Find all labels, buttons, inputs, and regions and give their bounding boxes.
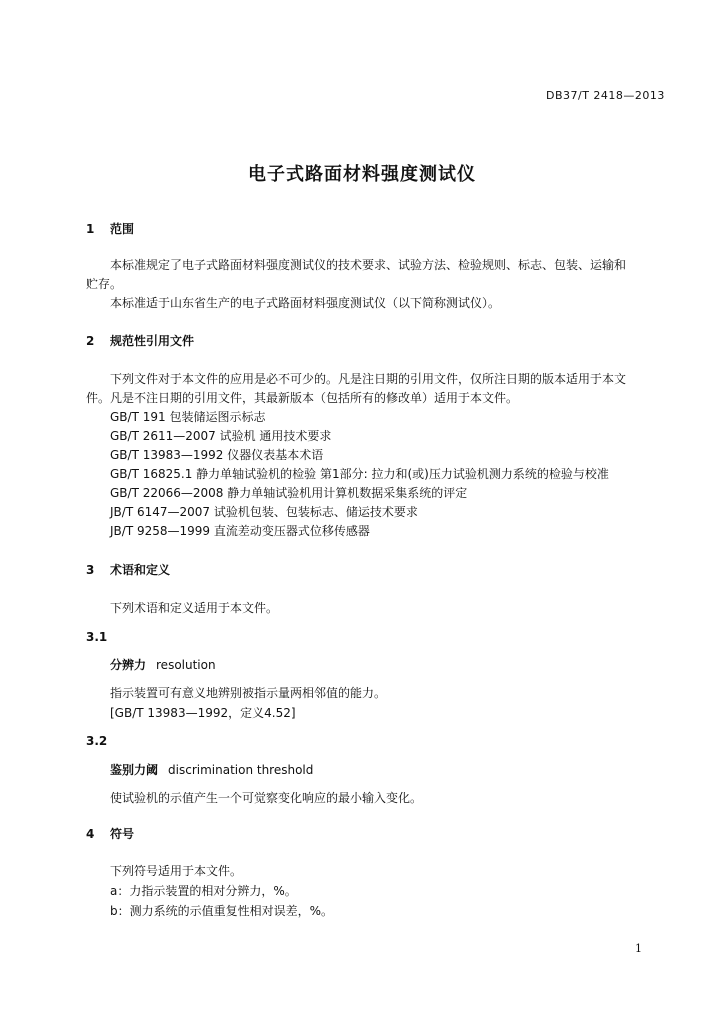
section-title: 范围	[110, 222, 135, 236]
term-3-1-number: 3.1	[86, 630, 108, 644]
s4-intro: 下列符号适用于本文件。	[110, 864, 243, 878]
section-title: 符号	[110, 827, 135, 841]
term-3-2-heading	[110, 761, 313, 778]
section-title: 规范性引用文件	[110, 334, 195, 348]
s2-paragraph-line-2: 件。凡是不注日期的引用文件，其最新版本（包括所有的修改单）适用于本文件。	[86, 391, 519, 405]
reference-item: GB/T 191 包装储运图示标志	[110, 410, 266, 424]
s1-paragraph-1-line-1: 本标准规定了电子式路面材料强度测试仪的技术要求、试验方法、检验规则、标志、包装、运输和	[110, 258, 627, 272]
term-3-2-definition: 使试验机的示值产生一个可觉察变化响应的最小输入变化。	[110, 791, 423, 805]
term-chinese: 分辨力	[110, 658, 147, 672]
section-number: 4	[86, 827, 95, 841]
term-chinese: 鉴别力阈	[110, 763, 159, 777]
page-number: 1	[635, 942, 642, 955]
term-3-1-heading	[110, 656, 216, 673]
normative-reference-list	[110, 408, 609, 541]
section-number: 1	[86, 222, 95, 236]
reference-item: GB/T 16825.1 静力单轴试验机的检验 第1部分: 拉力和(或)压力试验机测力系统的检验与校准	[110, 467, 609, 481]
reference-item: GB/T 13983—1992 仪器仪表基本术语	[110, 448, 324, 462]
document-code: DB37/T 2418—2013	[546, 89, 665, 102]
s1-paragraph-1-line-2: 贮存。	[86, 277, 123, 291]
reference-item: JB/T 6147—2007 试验机包装、包装标志、储运技术要求	[110, 505, 418, 519]
reference-item: GB/T 2611—2007 试验机 通用技术要求	[110, 429, 332, 443]
term-english: resolution	[156, 658, 216, 672]
reference-item: JB/T 9258—1999 直流差动变压器式位移传感器	[110, 524, 370, 538]
section-number: 3	[86, 563, 95, 577]
s1-paragraph-2: 本标准适于山东省生产的电子式路面材料强度测试仪（以下简称测试仪）。	[110, 296, 501, 310]
section-1-heading	[86, 220, 134, 237]
s2-paragraph-line-1: 下列文件对于本文件的应用是必不可少的。凡是注日期的引用文件，仅所注日期的版本适用于本文	[110, 372, 627, 386]
term-english: discrimination threshold	[168, 763, 314, 777]
section-number: 2	[86, 334, 95, 348]
term-3-1-definition: 指示装置可有意义地辨别被指示量两相邻值的能力。	[110, 686, 387, 700]
section-title: 术语和定义	[110, 563, 171, 577]
s3-intro: 下列术语和定义适用于本文件。	[110, 601, 279, 615]
section-3-heading	[86, 561, 170, 578]
symbol-b: b：测力系统的示值重复性相对误差，%。	[110, 904, 334, 918]
document-title: 电子式路面材料强度测试仪	[248, 164, 476, 185]
term-3-1-source: [GB/T 13983—1992，定义4.52]	[110, 706, 296, 720]
term-3-2-number: 3.2	[86, 734, 108, 748]
reference-item: GB/T 22066—2008 静力单轴试验机用计算机数据采集系统的评定	[110, 486, 468, 500]
section-2-heading	[86, 332, 194, 349]
section-4-heading	[86, 825, 134, 842]
symbol-a: a：力指示装置的相对分辨力，%。	[110, 884, 297, 898]
